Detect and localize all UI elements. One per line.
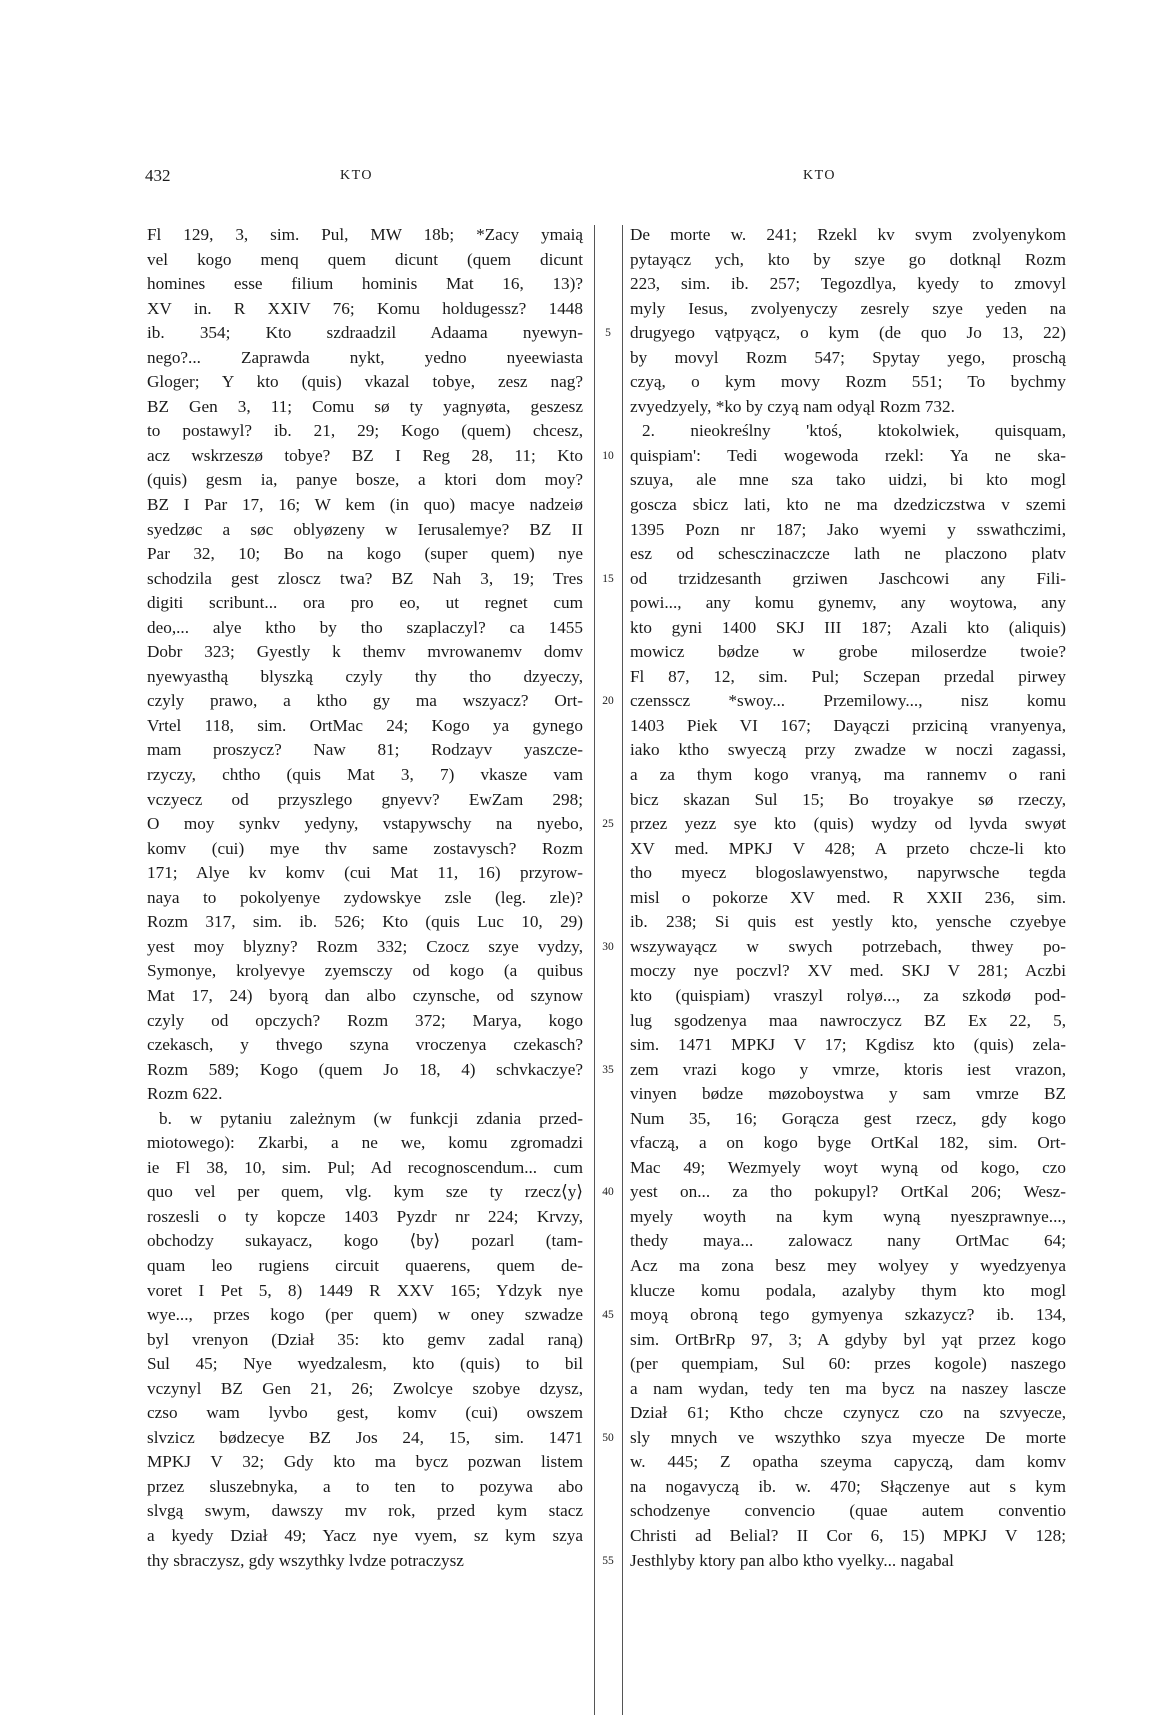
- line-number: 25: [602, 818, 614, 831]
- text-line: misl o pokorze XV med. R XXII 236, sim.: [630, 887, 1066, 907]
- text-line: De morte w. 241; Rzekl kv svym zvolyenykom: [630, 225, 1066, 244]
- running-head-right: KTO: [803, 168, 837, 183]
- text-line: sim. OrtBrRp 97, 3; A gdyby byl yąt przez kogo: [630, 1329, 1066, 1349]
- text-line: goscza sbicz lati, kto ne ma dzedziczstwa v szemi: [630, 495, 1066, 515]
- text-line: vinyen bødze møzoboystwa y sam vmrze BZ: [630, 1084, 1066, 1104]
- text-line: kto (quispiam) vraszyl rolyø..., za szkodø pod-: [630, 985, 1066, 1005]
- text-line: 223, sim. ib. 257; Tegozdlya, kyedy to zmovyl: [630, 274, 1066, 294]
- text-line: a za thym kogo vranyą, ma rannemv o rani: [630, 765, 1066, 785]
- text-line: przez sluszebnyka, a to ten to pozywa abo: [147, 1476, 583, 1496]
- line-number: 45: [602, 1309, 614, 1322]
- text-line: bicz skazan Sul 15; Bo troyakye sø rzeczy,: [630, 789, 1066, 809]
- text-line: Rozm 317, sim. ib. 526; Kto (quis Luc 10, 29): [147, 912, 583, 932]
- text-line: acz wskrzeszø tobye? BZ I Reg 28, 11; Kto: [147, 445, 583, 465]
- text-line: zvyedzyely, *ko by czyą nam odyąl Rozm 732.: [630, 396, 955, 416]
- line-number: 20: [602, 695, 614, 708]
- column-divider-rule: [594, 225, 595, 1715]
- text-line: tho myecz blogoslawyenstwo, napyrwsche tegda: [630, 863, 1066, 883]
- text-line: to postawyl? ib. 21, 29; Kogo (quem) chcesz,: [147, 421, 583, 441]
- text-line: zem vrazi kogo y vmrze, ktoris iest vrazon,: [630, 1059, 1066, 1079]
- text-line: czyly od opczych? Rozm 372; Marya, kogo: [147, 1010, 583, 1030]
- text-line: wye..., przes kogo (per quem) w oney szwadze: [147, 1305, 583, 1325]
- text-line: wszywayącz w swych potrzebach, thwey po-: [630, 936, 1066, 956]
- text-line: sim. 1471 MPKJ V 17; Kgdisz kto (quis) zela-: [630, 1035, 1066, 1055]
- text-line: ie Fl 38, 10, sim. Pul; Ad recognoscendum... cum: [147, 1157, 583, 1177]
- text-line: slvzicz bødzecye BZ Jos 24, 15, sim. 1471: [147, 1427, 583, 1447]
- text-line: roszesli o ty kopcze 1403 Pyzdr nr 224; Krvzy,: [147, 1206, 583, 1226]
- line-number: 50: [602, 1431, 614, 1444]
- text-line: vczynyl BZ Gen 21, 26; Zwolcye szobye dzysz,: [147, 1378, 583, 1398]
- text-line: komv (cui) mye thv same zostavysch? Rozm: [147, 838, 583, 858]
- text-line: a nam wydan, tedy ten ma bycz na naszey lascze: [630, 1378, 1066, 1398]
- text-line: Mat 17, 24) byorą dan albo czynsche, od szynow: [147, 985, 583, 1005]
- text-line: syedzøc a søc oblyøzeny w Ierusalemye? BZ II: [147, 519, 583, 539]
- text-line: Dobr 323; Gyestly k themv mvrowanemv domv: [147, 642, 583, 662]
- line-number: 40: [602, 1186, 614, 1199]
- text-line: przez yezz sye kto (quis) wydzy od lyvda swyøt: [630, 814, 1066, 834]
- text-line: Symonye, krolyevye zyemsczy od kogo (a quibus: [147, 961, 583, 981]
- text-line: rzyczy, chtho (quis Mat 3, 7) vkasze vam: [147, 765, 583, 785]
- text-line: MPKJ V 32; Gdy kto ma bycz pozwan listem: [147, 1452, 583, 1472]
- line-number: 35: [602, 1063, 614, 1076]
- text-line: ib. 354; Kto szdraadzil Adaama nyewyn-: [147, 323, 583, 343]
- text-line: Par 32, 10; Bo na kogo (super quem) nye: [147, 544, 583, 564]
- text-line: klucze komu podala, azalyby thym kto mogl: [630, 1280, 1066, 1300]
- text-line: voret I Pet 5, 8) 1449 R XXV 165; Ydzyk nye: [147, 1280, 583, 1300]
- text-line: Acz ma zona besz mey wolyey y wyedzyenya: [630, 1255, 1066, 1275]
- right-text-column: [630, 223, 1066, 1573]
- text-line: yest on... za tho pokupyl? OrtKal 206; Wesz-: [630, 1182, 1066, 1202]
- text-line: BZ I Par 17, 16; W kem (in quo) macye nadzeiø: [147, 495, 583, 515]
- text-line: obchodzy sukayacz, kogo ⟨by⟩ pozarl (tam-: [147, 1231, 583, 1251]
- text-line: czyly prawo, a ktho gy ma wszyacz? Ort-: [147, 691, 583, 711]
- text-line: na nogavyczą ib. w. 470; Słączenye aut s kym: [630, 1476, 1066, 1496]
- text-line: thedy maya... zalowacz nany OrtMac 64;: [630, 1231, 1066, 1251]
- text-line: vfaczą, a on kogo byge OrtKal 182, sim. Ort-: [630, 1133, 1066, 1153]
- text-line: powi..., any komu gynemv, any woytowa, any: [630, 593, 1066, 613]
- line-number: 15: [602, 572, 614, 585]
- text-line: thy sbraczysz, gdy wszythky lvdze potraczysz: [147, 1550, 464, 1570]
- text-line: 1403 Piek VI 167; Dayączi prziciną vranyenya,: [630, 715, 1066, 735]
- text-line: quo vel per quem, vlg. kym sze ty rzecz⟨y⟩: [147, 1182, 583, 1202]
- text-line: pytayącz ych, kto by szye go dotknąl Rozm: [630, 249, 1066, 269]
- text-line: O moy synkv yedyny, vstapywschy na nyebo,: [147, 814, 583, 834]
- text-line: drugyego vątpyącz, o kym (de quo Jo 13, 22): [630, 323, 1066, 343]
- text-line: homines esse filium hominis Mat 16, 13)?: [147, 274, 583, 294]
- running-head-left: KTO: [340, 168, 374, 183]
- line-number: 55: [602, 1554, 614, 1567]
- text-line: Rozm 589; Kogo (quem Jo 18, 4) schvkaczye?: [147, 1059, 583, 1079]
- text-line: lug sgodzenya maa nawroczycz BZ Ex 22, 5,: [630, 1010, 1066, 1030]
- text-line: Fl 87, 12, sim. Pul; Sczepan przedal pirwey: [630, 666, 1066, 686]
- text-line: quam leo rugiens circuit quaerens, quem de-: [147, 1255, 583, 1275]
- text-line: myely woyth na kym wyną nyeszprawnye...,: [630, 1206, 1066, 1226]
- text-line: moyą obroną tego gymyenya szkazycz? ib. 134,: [630, 1305, 1066, 1325]
- text-line: naya to pokolyenye zydowskye zsle (leg. zle)?: [147, 887, 583, 907]
- text-line: mowicz bødze w grobe miloserdze twoie?: [630, 642, 1066, 662]
- page-header: [0, 166, 1163, 190]
- text-line: kto gyni 1400 SKJ III 187; Azali kto (aliquis): [630, 617, 1066, 637]
- text-line: czso wam lyvbo gest, komv (cui) owszem: [147, 1403, 583, 1423]
- text-line: digiti scribunt... ora pro eo, ut regnet cum: [147, 593, 583, 613]
- text-line: Num 35, 16; Gorącza gest rzecz, gdy kogo: [630, 1108, 1066, 1128]
- text-line: Dział 61; Ktho chcze czynycz czo na szvyecze,: [630, 1403, 1066, 1423]
- page-number: 432: [145, 166, 171, 185]
- text-line: Christi ad Belial? II Cor 6, 15) MPKJ V 128;: [630, 1525, 1066, 1545]
- text-line: a kyedy Dział 49; Yacz nye vyem, sz kym szya: [147, 1525, 583, 1545]
- text-line: Mac 49; Wezmyely woyt wyną od kogo, czo: [630, 1157, 1066, 1177]
- text-line: nego?... Zaprawda nykt, yedno nyeewiasta: [147, 347, 583, 367]
- text-line: czensscz *swoy... Przemilowy..., nisz komu: [630, 691, 1066, 711]
- column-divider-rule-right: [622, 225, 623, 1715]
- text-line: slvgą swym, dawszy mv rok, przed kym stacz: [147, 1501, 583, 1521]
- text-line: ib. 238; Si quis est yestly kto, yensche czyebye: [630, 912, 1066, 932]
- text-line: szuya, ale mne sza tako uidzi, bi kto mogl: [630, 470, 1066, 490]
- text-line: Jesthlyby ktory pan albo ktho vyelky... nagabal: [630, 1550, 954, 1570]
- text-line: vel kogo menq quem dicunt (quem dicunt: [147, 249, 583, 269]
- text-line: b. w pytaniu zależnym (w funkcji zdania przed-: [159, 1108, 583, 1128]
- text-line: schodzila gest zloscz twa? BZ Nah 3, 19; Tres: [147, 568, 583, 588]
- text-line: mam proszycz? Naw 81; Rodzayv yaszcze-: [147, 740, 583, 760]
- text-line: (quis) gesm ia, panye bosze, a ktori dom moy?: [147, 470, 583, 490]
- text-line: czyą, o kym movy Rozm 551; To bychmy: [630, 372, 1066, 392]
- text-line: 1395 Pozn nr 187; Jako wyemi y sswathczimi,: [630, 519, 1066, 539]
- text-line: 2. nieokreślny 'ktoś, ktokolwiek, quisquam,: [642, 421, 1066, 441]
- text-line: schodzenye convencio (quae autem conventio: [630, 1501, 1066, 1521]
- line-number: 30: [602, 940, 614, 953]
- text-line: XV med. MPKJ V 428; A przeto chcze-li kto: [630, 838, 1066, 858]
- text-line: Gloger; Y kto (quis) vkazal tobye, zesz nag?: [147, 372, 583, 392]
- left-text-column: [147, 223, 583, 1573]
- line-number: 10: [602, 449, 614, 462]
- text-line: vczyecz od przyszlego gnyevv? EwZam 298;: [147, 789, 583, 809]
- text-line: miotowego): Zkarbi, a ne we, komu zgromadzi: [147, 1133, 583, 1153]
- text-line: myly Iesus, zvolyenyczy zesrely szye yeden na: [630, 298, 1066, 318]
- text-line: 171; Alye kv komv (cui Mat 11, 16) przyrow-: [147, 863, 583, 883]
- text-line: esz od schesczinaczcze lath ne placzono platv: [630, 544, 1066, 564]
- text-line: byl vrenyon (Dział 35: kto gemv zadal raną): [147, 1329, 583, 1349]
- text-line: sly mnych ve wszythko szya myecze De morte: [630, 1427, 1066, 1447]
- text-line: nyewyasthą blyszką czyly thy tho dzyeczy,: [147, 666, 583, 686]
- text-line: moczy nye poczvl? XV med. SKJ V 281; Aczbi: [630, 961, 1066, 981]
- text-line: yest moy blyzny? Rozm 332; Czocz szye vydzy,: [147, 936, 583, 956]
- text-line: XV in. R XXIV 76; Komu holdugessz? 1448: [147, 298, 583, 318]
- text-line: iako ktho swyeczą przy zwadze w noczi zagassi,: [630, 740, 1066, 760]
- text-line: by movyl Rozm 547; Spytay yego, proschą: [630, 347, 1066, 367]
- text-line: od trzidzesanth grziwen Jaschcowi any Fili-: [630, 568, 1066, 588]
- text-line: czekasch, y thvego szyna vroczenya czekasch?: [147, 1035, 583, 1055]
- line-number: 5: [605, 327, 611, 340]
- text-line: Rozm 622.: [147, 1084, 223, 1104]
- text-line: deo,... alye ktho by tho szaplaczyl? ca 1455: [147, 617, 583, 637]
- text-line: w. 445; Z opatha szeyma capyczą, dam komv: [630, 1452, 1066, 1472]
- text-line: Sul 45; Nye wyedzalesm, kto (quis) to bil: [147, 1354, 583, 1374]
- text-line: Vrtel 118, sim. OrtMac 24; Kogo ya gynego: [147, 715, 583, 735]
- text-line: BZ Gen 3, 11; Comu sø ty yagnyøta, geszesz: [147, 396, 583, 416]
- text-line: quispiam': Tedi wogewoda rzekl: Ya ne ska-: [630, 445, 1066, 465]
- text-line: Fl 129, 3, sim. Pul, MW 18b; *Zacy ymaią: [147, 225, 583, 244]
- text-line: (per quempiam, Sul 60: przes kogole) naszego: [630, 1354, 1066, 1374]
